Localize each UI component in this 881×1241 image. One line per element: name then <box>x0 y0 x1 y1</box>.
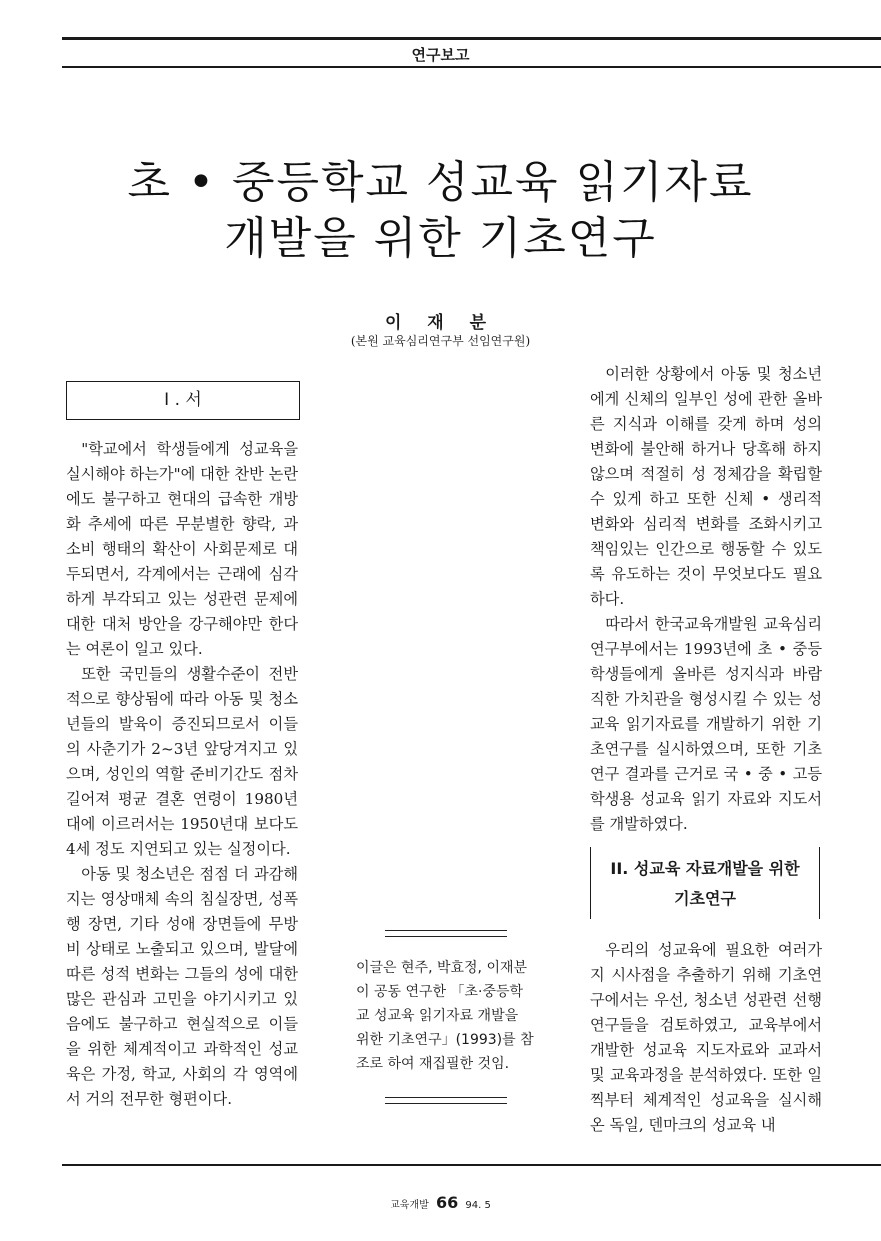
note-rule-top <box>385 930 507 937</box>
section2-heading-line2: 기초연구 <box>674 889 736 908</box>
footer-date: 94. 5 <box>465 1200 491 1211</box>
note-rule-bottom <box>385 1097 507 1104</box>
section1-paragraph: 아동 및 청소년은 점점 더 과감해지는 영상매체 속의 침실장면, 성폭행 장면, 기타 성애 장면들에 무방비 상태로 노출되고 있으며, 발달에 따른 성적 변화는 그들의 성에 대한 많은 관심과 고민을 야기시키고 있음에도 불구하고 현실적으로 이들을 위한 체계적이고 과학적인 성교육은 가정, 학교, 사회의 각 영역에서 거의 전무한 형편이다. <box>66 865 298 1108</box>
section2-heading-line1: II. 성교육 자료개발을 위한 <box>610 859 800 878</box>
right-paragraph: 따라서 한국교육개발원 교육심리연구부에서는 1993년에 초 • 중등학생들에게 올바른 성지식과 바람직한 가치관을 형성시킬 수 있는 성교육 읽기자료를 개발하기 위한 기초연구를 실시하였으며, 또한 기초연구 결과를 근거로 국 • 중 • 고등학생용 성교육 읽기 자료와 지도서를 개발하였다. <box>590 615 822 833</box>
footer-journal: 교육개발 <box>390 1200 429 1211</box>
section1-heading: I . 서 <box>66 381 300 420</box>
section1-body <box>66 437 298 1112</box>
author-affiliation: (본원 교육심리연구부 선임연구원) <box>350 334 531 348</box>
page-number: 66 <box>435 1193 459 1212</box>
right-column-body <box>590 362 822 837</box>
section-tag: 연구보고 <box>411 46 470 64</box>
section2-heading <box>590 847 820 919</box>
author-note: 이글은 현주, 박효정, 이재분이 공동 연구한 「초·중등학교 성교육 읽기자료 개발을 위한 기초연구」(1993)를 참조로 하여 재집필한 것임. <box>356 960 534 1072</box>
title-line-1: 초 • 중등학교 성교육 읽기자료 <box>127 157 754 208</box>
title-line-2: 개발을 위한 기초연구 <box>224 213 657 264</box>
header-rule-bottom <box>62 66 881 68</box>
footer-rule <box>62 1164 881 1166</box>
author-name: 이 재 분 <box>384 313 497 333</box>
header-rule-top <box>62 37 881 40</box>
section2-body <box>590 938 822 1138</box>
section2-paragraph: 우리의 성교육에 필요한 여러가지 시사점을 추출하기 위해 기초연구에서는 우선, 청소년 성관련 선행연구들을 검토하였고, 교육부에서 개발한 성교육 지도자료와 교과서 및 교육과정을 분석하였다. 또한 일찍부터 체계적인 성교육을 실시해 온 독일, 덴마크의 성교육 내 <box>590 941 822 1134</box>
right-paragraph: 이러한 상황에서 아동 및 청소년에게 신체의 일부인 성에 관한 올바른 지식과 이해를 갖게 하며 성의 변화에 불안해 하거나 당혹해 하지 않으며 적절히 성 정체감을 확립할 수 있게 하고 또한 신체 • 생리적 변화와 심리적 변화를 조화시키고 책임있는 인간으로 행동할 수 있도록 유도하는 것이 무엇보다도 필요하다. <box>590 365 822 608</box>
section1-paragraph: 또한 국민들의 생활수준이 전반적으로 향상됨에 따라 아동 및 청소년들의 발육이 증진되므로서 이들의 사춘기가 2~3년 앞당겨지고 있으며, 성인의 역할 준비기간도 점차 길어져 평균 결혼 연령이 1980년대에 이르러서는 1950년대 보다도 4세 정도 지연되고 있는 실정이다. <box>66 665 298 858</box>
footer <box>0 1193 881 1212</box>
section1-paragraph: "학교에서 학생들에게 성교육을 실시해야 하는가"에 대한 찬반 논란에도 불구하고 현대의 급속한 개방화 추세에 따른 무분별한 향락, 과소비 행태의 확산이 사회문제로 대두되면서, 각계에서는 근래에 심각하게 부각되고 있는 성관련 문제에 대한 대처 방안을 강구해야만 한다는 여론이 일고 있다. <box>66 440 298 658</box>
